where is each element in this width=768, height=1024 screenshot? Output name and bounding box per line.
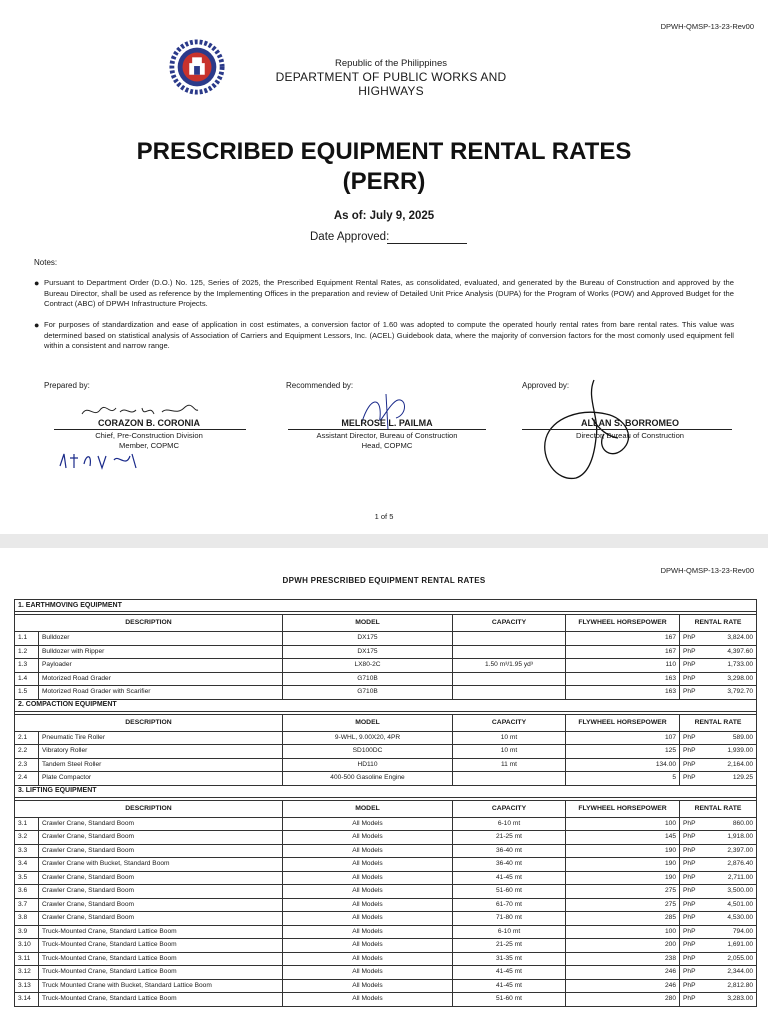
as-of-date: As of: July 9, 2025 [333, 210, 435, 222]
header-horsepower: FLYWHEEL HORSEPOWER [566, 615, 680, 632]
item-description: Truck-Mounted Crane, Standard Lattice Boom [39, 939, 283, 953]
item-description: Vibratory Roller [39, 745, 283, 759]
item-horsepower: 238 [566, 952, 680, 966]
item-horsepower: 280 [566, 993, 680, 1007]
item-number: 3.13 [15, 979, 39, 993]
item-rental-rate: 3,792.70 [712, 686, 757, 700]
item-capacity: 41-45 mt [453, 871, 566, 885]
item-currency: PhP [680, 745, 712, 759]
signatory-title-line: Member, COPMC [119, 441, 179, 450]
signatory-title-line: Assistant Director, Bureau of Construction [316, 431, 458, 440]
item-currency: PhP [680, 772, 712, 786]
item-currency: PhP [680, 831, 712, 845]
item-number: 3.3 [15, 844, 39, 858]
item-description: Crawler Crane, Standard Boom [39, 871, 283, 885]
item-description: Crawler Crane, Standard Boom [39, 831, 283, 845]
item-rental-rate: 129.25 [712, 772, 757, 786]
bullet-icon: ● [34, 278, 40, 288]
item-horsepower: 163 [566, 686, 680, 700]
item-capacity: 6-10 mt [453, 817, 566, 831]
item-description: Motorized Road Grader with Scarifier [39, 686, 283, 700]
item-model: All Models [283, 939, 453, 953]
bullet-icon: ● [34, 320, 40, 330]
item-currency: PhP [680, 844, 712, 858]
header-rental-rate: RENTAL RATE [680, 714, 757, 731]
header-horsepower: FLYWHEEL HORSEPOWER [566, 800, 680, 817]
section-row [15, 600, 757, 612]
table-row [15, 645, 757, 659]
item-model: All Models [283, 858, 453, 872]
item-currency: PhP [680, 952, 712, 966]
header-model: MODEL [283, 714, 453, 731]
table-row [15, 912, 757, 926]
page-number: 1 of 5 [374, 512, 394, 521]
item-currency: PhP [680, 871, 712, 885]
item-horsepower: 190 [566, 844, 680, 858]
item-capacity: 36-40 mt [453, 858, 566, 872]
item-description: Pneumatic Tire Roller [39, 731, 283, 745]
item-horsepower: 125 [566, 745, 680, 759]
item-currency: PhP [680, 645, 712, 659]
item-capacity: 71-80 mt [453, 912, 566, 926]
table-row [15, 898, 757, 912]
item-rental-rate: 1,733.00 [712, 659, 757, 673]
item-rental-rate: 3,283.00 [712, 993, 757, 1007]
table-row [15, 817, 757, 831]
signatory-name-coronia: CORAZON B. CORONIA [98, 418, 200, 428]
item-description: Truck-Mounted Crane, Standard Lattice Boom [39, 925, 283, 939]
item-model: All Models [283, 952, 453, 966]
item-rental-rate: 794.00 [712, 925, 757, 939]
table-row [15, 952, 757, 966]
item-capacity: 6-10 mt [453, 925, 566, 939]
item-currency: PhP [680, 758, 712, 772]
item-currency: PhP [680, 993, 712, 1007]
header-capacity: CAPACITY [453, 714, 566, 731]
table-row [15, 925, 757, 939]
item-description: Payloader [39, 659, 283, 673]
item-description: Bulldozer [39, 632, 283, 646]
item-model: HD110 [283, 758, 453, 772]
item-horsepower: 107 [566, 731, 680, 745]
signature-line [522, 429, 732, 430]
item-horsepower: 190 [566, 871, 680, 885]
item-number: 1.4 [15, 672, 39, 686]
signatory-name-borromeo: ALLAN S. BORROMEO [581, 418, 679, 428]
item-rental-rate: 2,812.80 [712, 979, 757, 993]
item-capacity [453, 772, 566, 786]
item-currency: PhP [680, 925, 712, 939]
item-description: Truck Mounted Crane with Bucket, Standard Lattice Boom [39, 979, 283, 993]
date-approved-blank-line [387, 243, 467, 244]
item-number: 3.7 [15, 898, 39, 912]
item-model: 9-WHL, 9.00X20, 4PR [283, 731, 453, 745]
item-horsepower: 100 [566, 817, 680, 831]
header-description: DESCRIPTION [15, 800, 283, 817]
table-row [15, 979, 757, 993]
item-currency: PhP [680, 817, 712, 831]
recommended-by-label: Recommended by: [286, 381, 354, 390]
table-row [15, 772, 757, 786]
document-code: DPWH-QMSP-13-23-Rev00 [660, 566, 754, 575]
item-horsepower: 285 [566, 912, 680, 926]
item-model: All Models [283, 844, 453, 858]
handwritten-initials [56, 450, 140, 472]
item-rental-rate: 2,397.00 [712, 844, 757, 858]
item-currency: PhP [680, 632, 712, 646]
item-capacity [453, 645, 566, 659]
item-currency: PhP [680, 979, 712, 993]
item-horsepower: 145 [566, 831, 680, 845]
header-description: DESCRIPTION [15, 615, 283, 632]
item-number: 2.1 [15, 731, 39, 745]
table-row [15, 966, 757, 980]
item-horsepower: 246 [566, 966, 680, 980]
table-row [15, 659, 757, 673]
item-rental-rate: 2,876.40 [712, 858, 757, 872]
item-description: Crawler Crane with Bucket, Standard Boom [39, 858, 283, 872]
item-currency: PhP [680, 672, 712, 686]
item-horsepower: 167 [566, 645, 680, 659]
item-capacity: 51-60 mt [453, 993, 566, 1007]
item-currency: PhP [680, 939, 712, 953]
item-model: G710B [283, 672, 453, 686]
item-number: 3.4 [15, 858, 39, 872]
item-description: Crawler Crane, Standard Boom [39, 885, 283, 899]
item-rental-rate: 1,939.00 [712, 745, 757, 759]
item-number: 2.2 [15, 745, 39, 759]
item-model: All Models [283, 831, 453, 845]
table-row [15, 672, 757, 686]
item-capacity: 21-25 mt [453, 831, 566, 845]
item-horsepower: 275 [566, 885, 680, 899]
table-row [15, 885, 757, 899]
item-model: LX80-2C [283, 659, 453, 673]
item-description: Tandem Steel Roller [39, 758, 283, 772]
item-capacity: 10 mt [453, 731, 566, 745]
table-row [15, 993, 757, 1007]
item-capacity: 10 mt [453, 745, 566, 759]
signatory-title-borromeo [530, 431, 730, 441]
section-title: 1. EARTHMOVING EQUIPMENT [15, 600, 757, 612]
note-item [34, 320, 734, 352]
item-description: Truck-Mounted Crane, Standard Lattice Boom [39, 993, 283, 1007]
department-heading: DEPARTMENT OF PUBLIC WORKS AND HIGHWAYS [275, 70, 507, 98]
item-capacity: 31-35 mt [453, 952, 566, 966]
item-model: All Models [283, 885, 453, 899]
prepared-by-label: Prepared by: [44, 381, 90, 390]
item-number: 3.5 [15, 871, 39, 885]
item-capacity: 21-25 mt [453, 939, 566, 953]
item-model: DX175 [283, 645, 453, 659]
header-capacity: CAPACITY [453, 615, 566, 632]
item-currency: PhP [680, 858, 712, 872]
item-number: 1.2 [15, 645, 39, 659]
table-row [15, 632, 757, 646]
signatory-title-line: Director, Bureau of Construction [575, 431, 685, 440]
item-model: All Models [283, 898, 453, 912]
section-title: 3. LIFTING EQUIPMENT [15, 785, 757, 797]
table-row [15, 831, 757, 845]
table-row [15, 858, 757, 872]
approved-by-label: Approved by: [522, 381, 570, 390]
table-row [15, 731, 757, 745]
table-row [15, 745, 757, 759]
item-rental-rate: 860.00 [712, 817, 757, 831]
item-horsepower: 246 [566, 979, 680, 993]
item-model: All Models [283, 966, 453, 980]
table-row [15, 844, 757, 858]
table-title: DPWH PRESCRIBED EQUIPMENT RENTAL RATES [282, 576, 486, 585]
item-currency: PhP [680, 659, 712, 673]
item-number: 1.1 [15, 632, 39, 646]
item-description: Crawler Crane, Standard Boom [39, 817, 283, 831]
item-horsepower: 110 [566, 659, 680, 673]
document-title [0, 137, 768, 197]
item-currency: PhP [680, 731, 712, 745]
item-capacity: 41-45 mt [453, 979, 566, 993]
header-model: MODEL [283, 615, 453, 632]
item-rental-rate: 2,344.00 [712, 966, 757, 980]
item-number: 2.3 [15, 758, 39, 772]
header-capacity: CAPACITY [453, 800, 566, 817]
item-model: G710B [283, 686, 453, 700]
item-capacity: 61-70 mt [453, 898, 566, 912]
item-rental-rate: 4,501.00 [712, 898, 757, 912]
signatory-title-line: Head, COPMC [361, 441, 413, 450]
table-row [15, 758, 757, 772]
rental-rates-table [14, 599, 757, 1007]
title-line-1: PRESCRIBED EQUIPMENT RENTAL RATES [136, 138, 632, 165]
item-currency: PhP [680, 898, 712, 912]
date-approved-label: Date Approved: [310, 231, 390, 243]
note-text: For purposes of standardization and ease of application in cost estimates, a conversion factor of 1.60 was adopted to compute the operated hourly rental rates from bare rental rates. This value was determined based on statistical analysis of Association of Carriers and Equipment Lessors, Inc. (ACEL) Guidebook data, where the majority of conversion factors for the most comonly used equipment fell within a consistent and narrow range. [44, 320, 734, 350]
item-horsepower: 134.00 [566, 758, 680, 772]
item-model: All Models [283, 817, 453, 831]
header-rental-rate: RENTAL RATE [680, 800, 757, 817]
signatory-title-line: Chief, Pre-Construction Division [95, 431, 203, 440]
item-model: All Models [283, 912, 453, 926]
section-row [15, 699, 757, 711]
item-horsepower: 275 [566, 898, 680, 912]
document-code: DPWH-QMSP-13-23-Rev00 [660, 22, 754, 31]
item-rental-rate: 3,500.00 [712, 885, 757, 899]
item-model: All Models [283, 925, 453, 939]
item-capacity: 51-60 mt [453, 885, 566, 899]
table-row [15, 939, 757, 953]
item-capacity [453, 686, 566, 700]
signatory-title-pailma [288, 431, 486, 451]
item-horsepower: 167 [566, 632, 680, 646]
item-number: 3.6 [15, 885, 39, 899]
item-capacity: 11 mt [453, 758, 566, 772]
item-number: 3.2 [15, 831, 39, 845]
header-model: MODEL [283, 800, 453, 817]
item-number: 3.8 [15, 912, 39, 926]
item-number: 2.4 [15, 772, 39, 786]
header-description: DESCRIPTION [15, 714, 283, 731]
item-capacity [453, 672, 566, 686]
header-row [15, 615, 757, 632]
item-number: 3.11 [15, 952, 39, 966]
item-horsepower: 100 [566, 925, 680, 939]
item-number: 3.1 [15, 817, 39, 831]
item-currency: PhP [680, 686, 712, 700]
signature-line [54, 429, 246, 430]
item-description: Crawler Crane, Standard Boom [39, 912, 283, 926]
item-rental-rate: 2,711.00 [712, 871, 757, 885]
item-horsepower: 5 [566, 772, 680, 786]
notes-label: Notes: [34, 258, 58, 267]
item-model: All Models [283, 871, 453, 885]
item-model: DX175 [283, 632, 453, 646]
item-rental-rate: 3,824.00 [712, 632, 757, 646]
item-number: 3.10 [15, 939, 39, 953]
item-model: All Models [283, 979, 453, 993]
signature-line [288, 429, 486, 430]
item-number: 3.9 [15, 925, 39, 939]
item-horsepower: 163 [566, 672, 680, 686]
note-text: Pursuant to Department Order (D.O.) No. 125, Series of 2025, the Prescribed Equipment Rental Rates, as consolidated, evaluated, and generated by the Bureau of Construction and approved by the Bureau Director, shall be used as reference by the Implementing Offices in the preparation and review of Detailed Unit Price Analysis (DUPA) for the Program of Works (POW) and Approved Budget for the Contract (ABC) of DPWH Infrastructure Projects. [44, 278, 734, 308]
item-model: 400-500 Gasoline Engine [283, 772, 453, 786]
item-rental-rate: 589.00 [712, 731, 757, 745]
item-number: 3.12 [15, 966, 39, 980]
item-description: Truck-Mounted Crane, Standard Lattice Boom [39, 952, 283, 966]
signatory-name-pailma: MELROSE L. PAILMA [341, 418, 433, 428]
item-capacity [453, 632, 566, 646]
header-horsepower: FLYWHEEL HORSEPOWER [566, 714, 680, 731]
item-description: Plate Compactor [39, 772, 283, 786]
item-rental-rate: 2,164.00 [712, 758, 757, 772]
item-description: Crawler Crane, Standard Boom [39, 898, 283, 912]
title-line-2: (PERR) [342, 168, 426, 195]
item-description: Bulldozer with Ripper [39, 645, 283, 659]
header-row [15, 714, 757, 731]
header-row [15, 800, 757, 817]
item-currency: PhP [680, 912, 712, 926]
section-row [15, 785, 757, 797]
item-rental-rate: 4,397.60 [712, 645, 757, 659]
item-description: Truck-Mounted Crane, Standard Lattice Boom [39, 966, 283, 980]
signatory-title-coronia [54, 431, 244, 451]
document-page-2 [0, 548, 768, 1024]
dpwh-seal-logo [168, 38, 226, 96]
item-description: Crawler Crane, Standard Boom [39, 844, 283, 858]
item-model: SD100DC [283, 745, 453, 759]
republic-heading: Republic of the Philippines [335, 58, 447, 69]
item-rental-rate: 3,298.00 [712, 672, 757, 686]
item-rental-rate: 1,691.00 [712, 939, 757, 953]
item-currency: PhP [680, 885, 712, 899]
item-number: 1.3 [15, 659, 39, 673]
item-number: 1.5 [15, 686, 39, 700]
item-number: 3.14 [15, 993, 39, 1007]
item-capacity: 36-40 mt [453, 844, 566, 858]
table-row [15, 871, 757, 885]
item-capacity: 1.50 m³/1.95 yd³ [453, 659, 566, 673]
item-currency: PhP [680, 966, 712, 980]
item-rental-rate: 1,918.00 [712, 831, 757, 845]
item-capacity: 41-45 mt [453, 966, 566, 980]
item-horsepower: 190 [566, 858, 680, 872]
section-title: 2. COMPACTION EQUIPMENT [15, 699, 757, 711]
item-rental-rate: 2,055.00 [712, 952, 757, 966]
table-row [15, 686, 757, 700]
item-rental-rate: 4,530.00 [712, 912, 757, 926]
header-rental-rate: RENTAL RATE [680, 615, 757, 632]
item-description: Motorized Road Grader [39, 672, 283, 686]
item-model: All Models [283, 993, 453, 1007]
note-item [34, 278, 734, 310]
item-horsepower: 200 [566, 939, 680, 953]
